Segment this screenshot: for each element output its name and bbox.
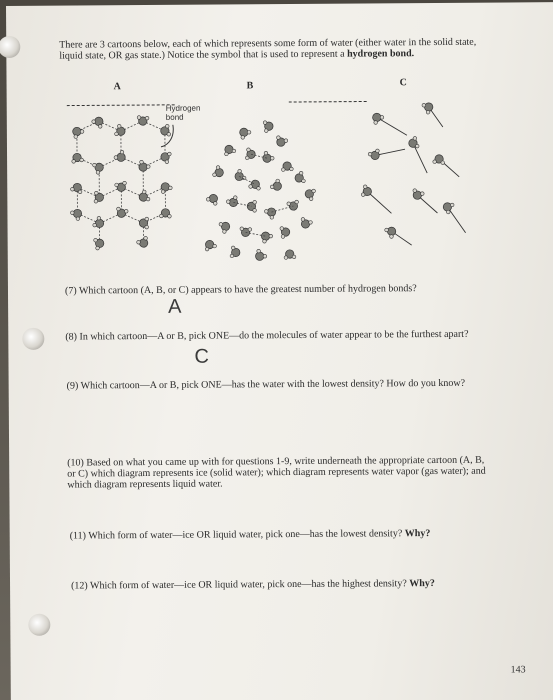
motion-line bbox=[375, 149, 405, 155]
water-molecule bbox=[409, 137, 419, 148]
water-molecule bbox=[261, 232, 272, 243]
question-11-text: (11) Which form of water—ice OR liquid water, pick one—has the lowest density? bbox=[69, 528, 403, 542]
question-9: (9) Which cartoon—A or B, pick ONE—has the water with the lowest density? How do you know? bbox=[66, 377, 466, 392]
question-12-text: (12) Which form of water—ice OR liquid water, pick one—has the highest density? bbox=[71, 578, 407, 592]
water-molecule bbox=[161, 152, 171, 163]
water-molecule bbox=[287, 200, 299, 210]
question-11-why: Why? bbox=[404, 528, 431, 540]
motion-line bbox=[367, 191, 391, 213]
water-molecule bbox=[139, 217, 148, 229]
water-molecule bbox=[159, 209, 171, 218]
water-molecule bbox=[94, 238, 104, 250]
motion-line bbox=[447, 207, 465, 233]
water-molecule bbox=[295, 171, 305, 182]
water-molecule bbox=[284, 250, 296, 260]
question-8: (8) In which cartoon—A or B, pick ONE—do the molecules of water appear to be the furthest apart? bbox=[65, 328, 469, 343]
water-molecule bbox=[117, 207, 128, 217]
water-molecule bbox=[139, 160, 150, 171]
water-molecule bbox=[93, 216, 104, 227]
intro-line-2-text: liquid state, OR gas state.) Notice the symbol that is used to represent a bbox=[59, 48, 345, 62]
water-molecule bbox=[413, 189, 424, 200]
water-molecule bbox=[137, 236, 148, 247]
water-molecule bbox=[72, 153, 84, 163]
water-molecule bbox=[94, 191, 104, 203]
page-number: 143 bbox=[510, 664, 526, 676]
answer-7-handwritten: A bbox=[168, 295, 182, 318]
water-molecule bbox=[161, 124, 171, 136]
water-molecule bbox=[280, 227, 290, 239]
water-molecule bbox=[225, 145, 236, 156]
water-molecule bbox=[433, 155, 445, 165]
water-molecule bbox=[230, 246, 240, 258]
water-molecule bbox=[93, 163, 104, 174]
water-molecule bbox=[270, 179, 281, 190]
water-molecule bbox=[264, 208, 275, 219]
water-molecule bbox=[240, 227, 252, 237]
question-10-line-1: (10) Based on what you came up with for questions 1-9, write underneath the appropriate cartoon (A, B, bbox=[67, 454, 485, 469]
hydrogen-bond-label-line-1: Hydrogen bbox=[165, 103, 201, 113]
binder-hole-middle bbox=[22, 328, 44, 350]
intro-line-2 bbox=[59, 48, 414, 62]
hydrogen-bond-label-line-2: bond bbox=[165, 112, 184, 122]
question-7: (7) Which cartoon (A, B, or C) appears to have the greatest number of hydrogen bonds? bbox=[64, 283, 417, 297]
water-molecule bbox=[92, 117, 103, 128]
water-molecule bbox=[277, 136, 288, 147]
water-molecule bbox=[247, 200, 256, 212]
water-molecule bbox=[281, 162, 293, 172]
water-molecule bbox=[385, 227, 396, 238]
intro-line-1: There are 3 cartoons below, each of which represents some form of water (either water in the solid state, bbox=[59, 36, 477, 51]
water-molecule bbox=[422, 103, 433, 114]
water-molecule bbox=[226, 196, 237, 207]
cartoon-c-water-vapor bbox=[347, 95, 478, 256]
water-molecule bbox=[301, 218, 312, 229]
water-molecule bbox=[219, 222, 230, 233]
question-12-why: Why? bbox=[409, 578, 435, 590]
water-molecule bbox=[263, 121, 273, 133]
water-molecule bbox=[206, 194, 217, 205]
water-molecule bbox=[305, 189, 315, 200]
water-molecule bbox=[161, 183, 172, 194]
water-molecule bbox=[205, 240, 216, 251]
binder-hole-top bbox=[0, 36, 20, 58]
water-molecule bbox=[73, 127, 84, 138]
cartoon-b-liquid-water bbox=[189, 114, 340, 275]
motion-line bbox=[413, 143, 427, 173]
water-molecule bbox=[139, 190, 150, 201]
water-molecule bbox=[263, 151, 274, 162]
water-molecule bbox=[443, 203, 454, 214]
binder-hole-bottom bbox=[28, 614, 50, 636]
motion-line bbox=[377, 117, 407, 135]
question-10-line-3: which diagram represents liquid water. bbox=[67, 478, 223, 491]
question-10-line-2: or C) which diagram represents ice (solid water); which diagram represents water vapor (gas water); and bbox=[67, 465, 486, 480]
answer-8-handwritten: C bbox=[194, 345, 209, 368]
water-molecule bbox=[256, 249, 267, 260]
water-molecule bbox=[368, 149, 379, 160]
water-molecule bbox=[115, 124, 126, 135]
question-12 bbox=[71, 578, 435, 593]
water-molecule bbox=[71, 183, 82, 193]
water-molecule bbox=[240, 128, 251, 139]
water-molecule bbox=[245, 148, 255, 160]
cartoon-c-label: C bbox=[399, 77, 407, 89]
water-molecule bbox=[361, 185, 371, 197]
water-molecule bbox=[235, 169, 246, 180]
cartoon-a-label: A bbox=[113, 81, 121, 93]
water-molecule bbox=[137, 116, 149, 126]
intro-hydrogen-bond-term: hydrogen bond. bbox=[347, 48, 415, 60]
question-11 bbox=[70, 528, 431, 543]
water-molecule bbox=[70, 209, 81, 220]
water-molecule bbox=[373, 113, 384, 124]
worksheet-page bbox=[6, 2, 553, 700]
water-molecule bbox=[213, 166, 224, 177]
water-molecule bbox=[115, 181, 127, 191]
cartoon-a-ice-lattice bbox=[59, 109, 190, 260]
cartoon-b-label: B bbox=[246, 80, 254, 92]
